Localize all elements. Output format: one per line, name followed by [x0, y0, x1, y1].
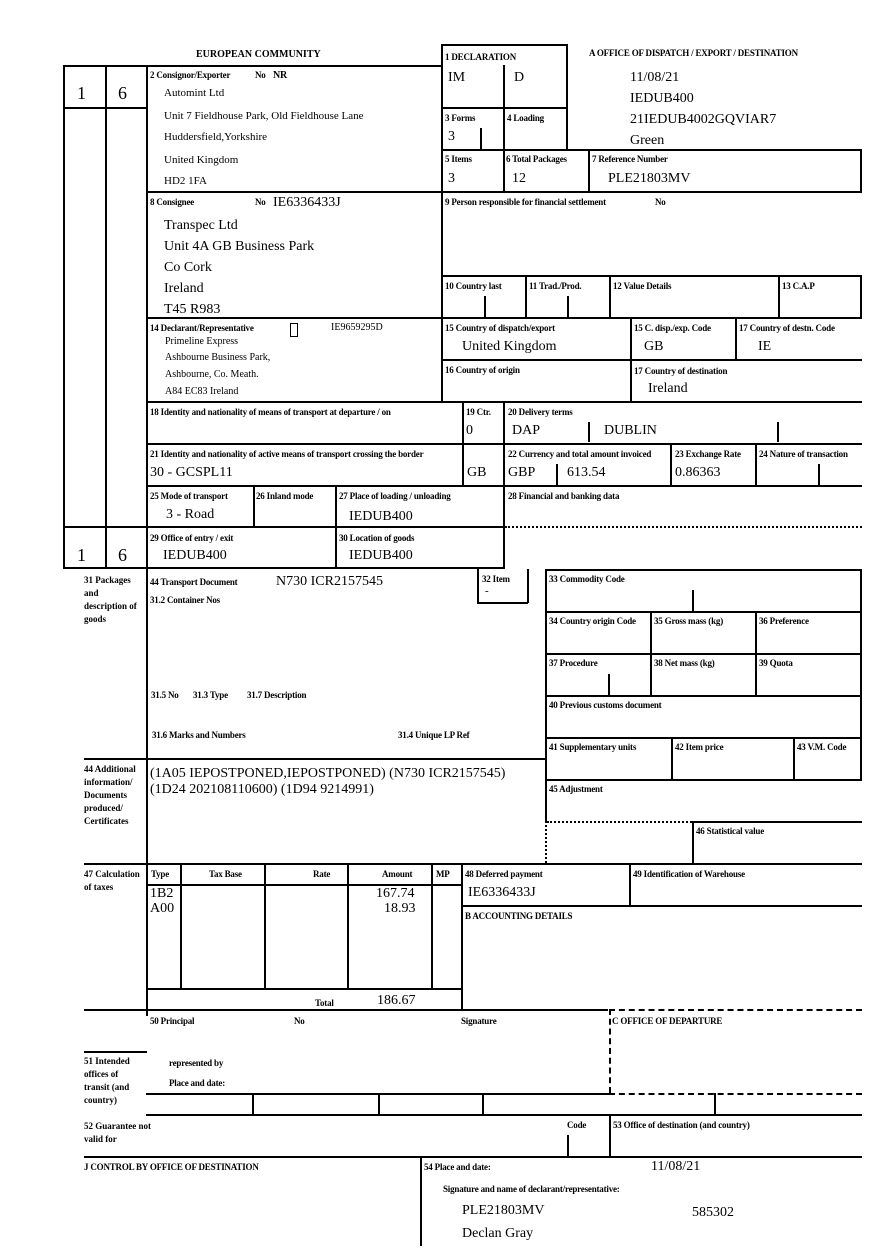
tax-total-label: Total: [315, 998, 334, 1008]
copy-number-1-bottom: 1: [77, 545, 86, 565]
marks-numbers-label: 31.6 Marks and Numbers: [152, 730, 246, 740]
tax-col-rate: Rate: [313, 869, 331, 879]
border-transport-value[interactable]: 30 - GCSPL11: [150, 465, 233, 480]
additional-info-line-2[interactable]: (1D24 202108110600) (1D94 9214991): [150, 782, 374, 797]
box41-label: 41 Supplementary units: [549, 742, 637, 752]
box27-label: 27 Place of loading / unloading: [339, 491, 451, 501]
declaration-subtype[interactable]: D: [514, 70, 525, 85]
box28-label: 28 Financial and banking data: [508, 491, 620, 501]
signature-name-label: Signature and name of declarant/representative:: [443, 1184, 620, 1194]
place-date-label: Place and date:: [169, 1078, 225, 1088]
delivery-term-value[interactable]: DAP: [512, 423, 541, 438]
container-nos-label: 31.2 Container Nos: [150, 595, 220, 605]
box43-label: 43 V.M. Code: [797, 742, 847, 752]
transport-doc-label: 44 Transport Document: [150, 577, 238, 587]
consignee-address-2[interactable]: Co Cork: [164, 260, 212, 275]
consignee-postcode[interactable]: T45 R983: [164, 302, 221, 317]
box19-label: 19 Ctr.: [466, 407, 491, 417]
declarant-address-1[interactable]: Ashbourne Business Park,: [165, 352, 271, 363]
declarant-name-value[interactable]: Declan Gray: [462, 1226, 534, 1241]
box31-side-label: 31 Packages and description of goods: [84, 575, 137, 624]
box17-label: 17 Country of destination: [634, 366, 728, 376]
box54-label: 54 Place and date:: [424, 1162, 491, 1172]
box39-label: 39 Quota: [759, 658, 793, 668]
consignor-postcode[interactable]: HD2 1FA: [164, 175, 207, 187]
items-value[interactable]: 3: [448, 171, 455, 186]
box8-no-label: No: [255, 197, 266, 207]
box36-label: 36 Preference: [759, 616, 809, 626]
box21-label: 21 Identity and nationality of active means of transport crossing the border: [150, 449, 424, 459]
box15c-label: 15 C. disp./exp. Code: [634, 323, 711, 333]
declarant-address-3[interactable]: A84 EC83 Ireland: [165, 386, 239, 397]
declaration-date[interactable]: 11/08/21: [651, 1159, 701, 1174]
package-type-label: 31.3 Type: [193, 690, 228, 700]
country-dispatch-value[interactable]: United Kingdom: [462, 339, 557, 354]
box2-no-label: No: [255, 70, 266, 80]
box50-label: 50 Principal: [150, 1016, 195, 1026]
box40-label: 40 Previous customs document: [549, 700, 662, 710]
box7-label: 7 Reference Number: [592, 154, 668, 164]
box45-label: 45 Adjustment: [549, 784, 603, 794]
consignor-country[interactable]: United Kingdom: [164, 154, 239, 166]
office-of-dispatch-label: A OFFICE OF DISPATCH / EXPORT / DESTINATION: [589, 48, 798, 58]
box4-label: 4 Loading: [507, 113, 544, 123]
box49-label: 49 Identification of Warehouse: [633, 869, 745, 879]
declaration-type[interactable]: IM: [448, 70, 466, 85]
box32-label: 32 Item: [482, 574, 510, 584]
box5-label: 5 Items: [445, 154, 472, 164]
office-code: IEDUB400: [630, 91, 694, 106]
border-transport-country[interactable]: GB: [467, 465, 487, 480]
box9-no-label: No: [655, 197, 666, 207]
box2-label: 2 Consignor/Exporter: [150, 70, 231, 80]
box3-label: 3 Forms: [445, 113, 476, 123]
office-route: Green: [630, 133, 665, 148]
box25-label: 25 Mode of transport: [150, 491, 228, 501]
box34-label: 34 Country origin Code: [549, 616, 636, 626]
office-mrn: 21IEDUB4002GQVIAR7: [630, 112, 777, 127]
reference-number-value[interactable]: PLE21803MV: [608, 171, 691, 186]
box46-label: 46 Statistical value: [696, 826, 764, 836]
tax-row-2-type[interactable]: A00: [150, 901, 175, 916]
box26-label: 26 Inland mode: [256, 491, 314, 501]
box30-label: 30 Location of goods: [339, 533, 415, 543]
consignor-address-2[interactable]: Huddersfield,Yorkshire: [164, 131, 268, 143]
currency-value[interactable]: GBP: [508, 465, 536, 480]
box16-label: 16 Country of origin: [445, 365, 520, 375]
box38-label: 38 Net mass (kg): [654, 658, 715, 668]
box6-label: 6 Total Packages: [506, 154, 567, 164]
box10-label: 10 Country last: [445, 281, 502, 291]
box52-side-label: 52 Guarantee not valid for: [84, 1121, 151, 1144]
box20-label: 20 Delivery terms: [508, 407, 573, 417]
forms-value[interactable]: 3: [448, 129, 455, 144]
box53-label: 53 Office of destination (and country): [613, 1120, 750, 1130]
tax-total-value[interactable]: 186.67: [377, 993, 416, 1008]
deferred-payment-value[interactable]: IE6336433J: [468, 885, 536, 900]
consignee-address-1[interactable]: Unit 4A GB Business Park: [164, 239, 315, 254]
item-number-value[interactable]: -: [485, 585, 489, 597]
box1-label: 1 DECLARATION: [445, 52, 516, 62]
box29-label: 29 Office of entry / exit: [150, 533, 234, 543]
represented-by-label: represented by: [169, 1058, 224, 1068]
box15-label: 15 Country of dispatch/export: [445, 323, 555, 333]
box17c-label: 17 Country of destn. Code: [739, 323, 835, 333]
description-label: 31.7 Description: [247, 690, 307, 700]
declarant-number[interactable]: IE9659295D: [331, 322, 383, 333]
office-departure-label: C OFFICE OF DEPARTURE: [612, 1016, 723, 1026]
box23-label: 23 Exchange Rate: [675, 449, 741, 459]
tax-col-mp: MP: [436, 869, 450, 879]
box47-side-label: 47 Calculation of taxes: [84, 869, 140, 892]
copy-number-1: 1: [77, 83, 86, 103]
declarant-name[interactable]: Primeline Express: [165, 336, 239, 347]
accounting-details-label: B ACCOUNTING DETAILS: [465, 911, 573, 921]
control-office-label: J CONTROL BY OFFICE OF DESTINATION: [84, 1162, 259, 1172]
container-indicator-value[interactable]: 0: [466, 423, 473, 438]
box8-label: 8 Consignee: [150, 197, 195, 207]
consignor-number[interactable]: NR: [273, 70, 288, 81]
box12-label: 12 Value Details: [613, 281, 672, 291]
declarant-number-value[interactable]: 585302: [692, 1205, 734, 1220]
transport-doc-value[interactable]: N730 ICR2157545: [276, 574, 383, 589]
transport-mode-value[interactable]: 3 - Road: [166, 507, 215, 522]
box24-label: 24 Nature of transaction: [759, 449, 848, 459]
box13-label: 13 C.A.P: [782, 281, 815, 291]
declarant-address-2[interactable]: Ashbourne, Co. Meath.: [165, 369, 259, 380]
box18-label: 18 Identity and nationality of means of transport at departure / on: [150, 407, 391, 417]
box11-label: 11 Trad./Prod.: [529, 281, 582, 291]
box14-label: 14 Declarant/Representative: [150, 323, 254, 333]
tax-col-base: Tax Base: [209, 869, 242, 879]
box35-label: 35 Gross mass (kg): [654, 616, 723, 626]
tax-col-type: Type: [151, 869, 170, 879]
box50-signature-label: Signature: [461, 1016, 497, 1026]
goods-location-value[interactable]: IEDUB400: [349, 548, 413, 563]
destination-code-value[interactable]: IE: [758, 339, 772, 354]
office-entry-value[interactable]: IEDUB400: [163, 548, 227, 563]
additional-info-line-1[interactable]: (1A05 IEPOSTPONED,IEPOSTPONED) (N730 ICR2157545): [150, 766, 506, 781]
tax-row-2-amount[interactable]: 18.93: [384, 901, 416, 916]
loading-place-value[interactable]: IEDUB400: [349, 509, 413, 524]
copy-number-6: 6: [118, 83, 127, 103]
consignor-name[interactable]: Automint Ltd: [164, 87, 225, 99]
box33-label: 33 Commodity Code: [549, 574, 625, 584]
box9-label: 9 Person responsible for financial settlement: [445, 197, 606, 207]
total-packages-value[interactable]: 12: [512, 171, 526, 186]
unique-lp-ref-label: 31.4 Unique LP Ref: [398, 730, 470, 740]
package-no-label: 31.5 No: [151, 690, 179, 700]
declarant-reference[interactable]: PLE21803MV: [462, 1203, 545, 1218]
office-date: 11/08/21: [630, 70, 680, 85]
form-title: EUROPEAN COMMUNITY: [196, 49, 321, 60]
box44-side-label: 44 Additional information/ Documents produced/ Certificates: [84, 764, 136, 826]
box37-label: 37 Procedure: [549, 658, 598, 668]
box51-side-label: 51 Intended offices of transit (and country): [84, 1056, 130, 1105]
tax-row-1-amount[interactable]: 167.74: [376, 886, 415, 901]
dispatch-code-value[interactable]: GB: [644, 339, 664, 354]
copy-number-6-bottom: 6: [118, 545, 127, 565]
invoice-amount-value[interactable]: 613.54: [567, 465, 606, 480]
box50-no-label: No: [294, 1016, 305, 1026]
exchange-rate-value[interactable]: 0.86363: [675, 465, 721, 480]
consignor-address-1[interactable]: Unit 7 Fieldhouse Park, Old Fieldhouse Lane: [164, 110, 364, 122]
box22-label: 22 Currency and total amount invoiced: [508, 449, 652, 459]
tax-col-amount: Amount: [382, 869, 413, 879]
consignee-country[interactable]: Ireland: [164, 281, 204, 296]
consignee-name[interactable]: Transpec Ltd: [164, 218, 238, 233]
box42-label: 42 Item price: [675, 742, 724, 752]
delivery-place-value[interactable]: DUBLIN: [604, 423, 657, 438]
tax-row-1-type[interactable]: 1B2: [150, 886, 174, 901]
guarantee-code-label: Code: [567, 1120, 587, 1130]
consignee-number[interactable]: IE6336433J: [273, 195, 341, 210]
declarant-checkbox[interactable]: [290, 323, 298, 337]
country-destination-value[interactable]: Ireland: [648, 381, 688, 396]
box48-label: 48 Deferred payment: [465, 869, 543, 879]
